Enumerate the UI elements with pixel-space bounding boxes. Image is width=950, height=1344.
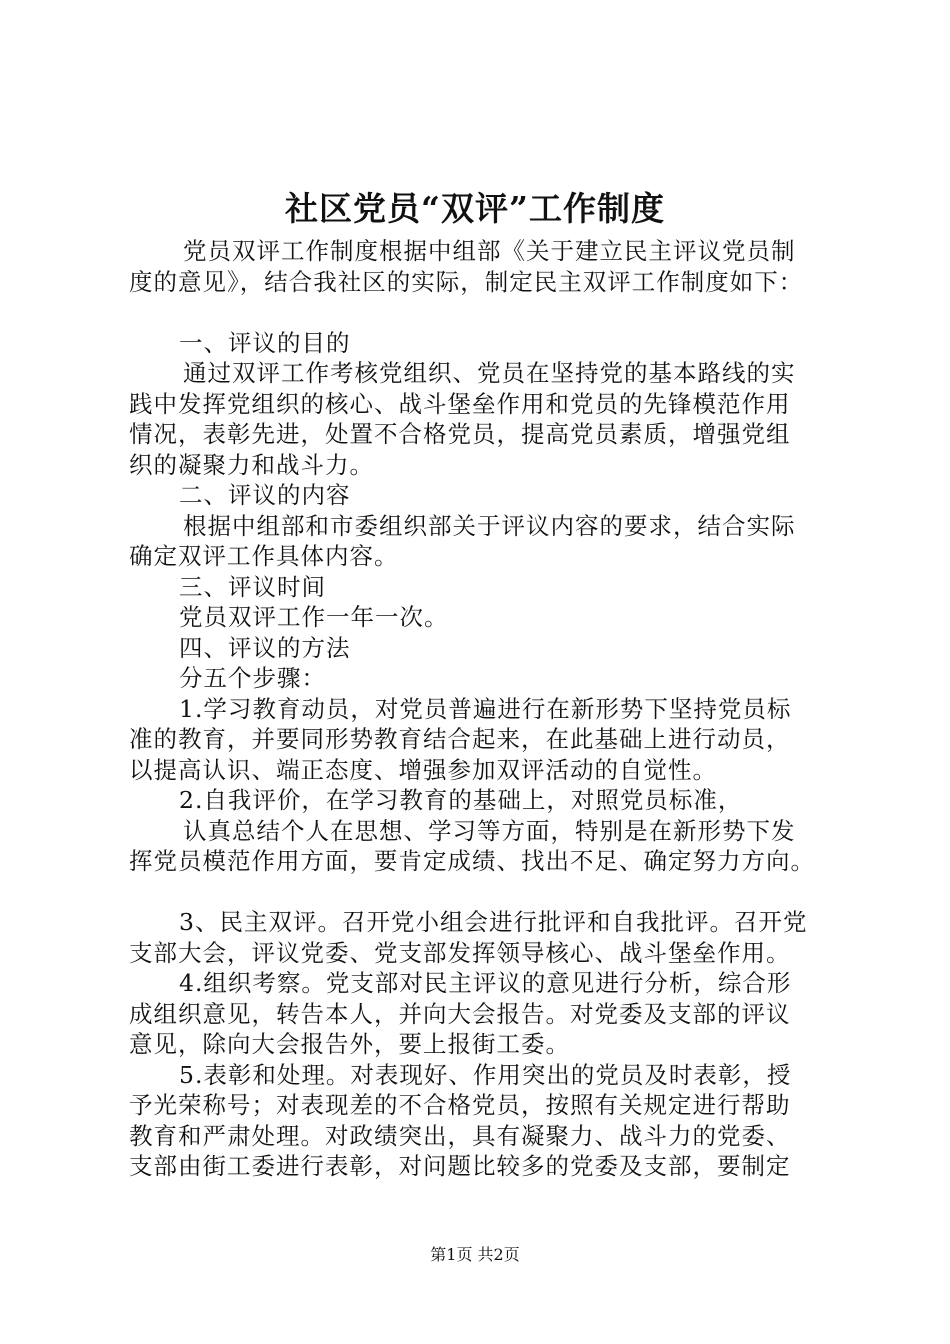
page-footer: 第1页 共2页 [430, 1245, 520, 1264]
paragraph-line: 意见，除向大会报告外，要上报街工委。 [129, 1030, 570, 1058]
paragraph-line: 2.自我评价，在学习教育的基础上，对照党员标准， [179, 786, 743, 814]
document-title: 社区党员“双评”工作制度 [285, 189, 665, 228]
section-heading: 四、评议的方法 [179, 633, 351, 662]
paragraph-line: 认真总结个人在思想、学习等方面，特别是在新形势下发 [183, 816, 796, 845]
paragraph-line: 成组织意见，转告本人，并向大会报告。对党委及支部的评议 [129, 999, 791, 1028]
paragraph-line: 准的教育，并要同形势教育结合起来，在此基础上进行动员， [129, 725, 791, 753]
paragraph-line: 予光荣称号；对表现差的不合格党员，按照有关规定进行帮助 [129, 1091, 791, 1119]
paragraph-line: 以提高认识、端正态度、增强参加双评活动的自觉性。 [129, 755, 717, 784]
paragraph-line: 党员双评工作一年一次。 [179, 603, 449, 631]
paragraph-line: 支部由街工委进行表彰，对问题比较多的党委及支部，要制定 [129, 1152, 791, 1180]
blank-line [129, 297, 834, 328]
document-body [129, 236, 834, 1182]
blank-line [129, 877, 834, 908]
paragraph-line: 党员双评工作制度根据中组部《关于建立民主评议党员制 [183, 237, 796, 265]
section-heading: 一、评议的目的 [179, 328, 351, 357]
paragraph-line: 1.学习教育动员，对党员普遍进行在新形势下坚持党员标 [179, 694, 792, 723]
paragraph-line: 织的凝聚力和战斗力。 [129, 450, 374, 479]
paragraph-line: 通过双评工作考核党组织、党员在坚持党的基本路线的实 [183, 359, 796, 387]
paragraph-line: 度的意见》，结合我社区的实际，制定民主双评工作制度如下： [129, 267, 804, 296]
paragraph-line: 4.组织考察。党支部对民主评议的意见进行分析，综合形 [179, 969, 792, 997]
paragraph-line: 根据中组部和市委组织部关于评议内容的要求，结合实际 [183, 511, 796, 540]
paragraph-line: 情况，表彰先进，处置不合格党员，提高党员素质，增强党组 [129, 420, 791, 448]
paragraph-line: 分五个步骤： [179, 664, 326, 692]
section-heading: 三、评议时间 [179, 572, 326, 601]
paragraph-line: 教育和严肃处理。对政绩突出，具有凝聚力、战斗力的党委、 [129, 1121, 791, 1150]
paragraph-line: 践中发挥党组织的核心、战斗堡垒作用和党员的先锋模范作用 [129, 389, 791, 418]
paragraph-line: 5.表彰和处理。对表现好、作用突出的党员及时表彰，授 [179, 1060, 792, 1089]
paragraph-line: 3、民主双评。召开党小组会进行批评和自我批评。召开党 [179, 908, 808, 936]
section-heading: 二、评议的内容 [179, 481, 351, 509]
paragraph-line: 挥党员模范作用方面，要肯定成绩、找出不足、确定努力方向。 [129, 847, 815, 875]
paragraph-line: 确定双评工作具体内容。 [129, 542, 399, 570]
paragraph-line: 支部大会，评议党委、党支部发挥领导核心、战斗堡垒作用。 [129, 938, 791, 967]
